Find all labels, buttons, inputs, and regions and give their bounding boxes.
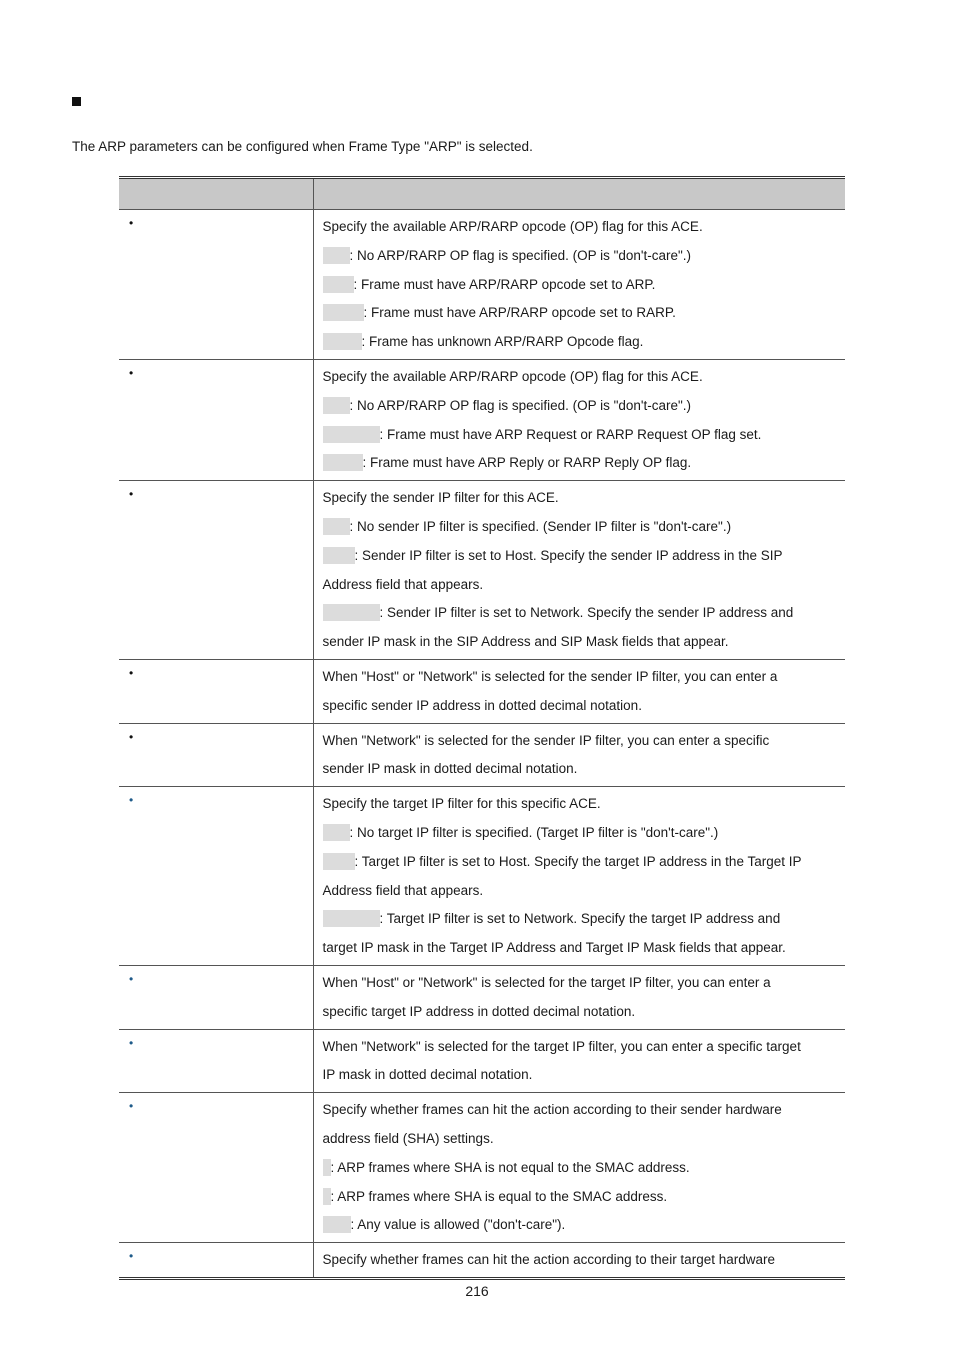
option-name-placeholder: [323, 454, 363, 471]
description-text: : ARP frames where SHA is not equal to the SMAC address.: [330, 1159, 690, 1175]
table-row: [119, 659, 845, 723]
header-object-cell: [119, 178, 313, 210]
bullet-icon: •: [129, 1249, 134, 1264]
table-header-row: [119, 178, 845, 210]
description-line: [323, 628, 840, 657]
table-row: [119, 787, 845, 966]
table-row: [119, 481, 845, 660]
description-line: [323, 998, 840, 1027]
option-name-placeholder: [323, 1159, 331, 1176]
table-row: [119, 1093, 845, 1243]
description-text: : Frame must have ARP Request or RARP Request OP flag set.: [379, 426, 762, 442]
description-cell: [313, 359, 845, 480]
description-line: [323, 1061, 840, 1090]
bullet-icon: •: [129, 487, 134, 502]
bullet-icon: •: [129, 365, 134, 380]
description-text: : Frame has unknown ARP/RARP Opcode flag.: [361, 334, 644, 350]
description-text: sender IP mask in the SIP Address and SIP Mask fields that appear.: [322, 634, 729, 650]
description-text: : Frame must have ARP/RARP opcode set to RARP.: [363, 305, 676, 321]
header-description-cell: [313, 178, 845, 210]
description-text: : Target IP filter is set to Host. Specify the target IP address in the Target IP: [354, 853, 802, 869]
description-line: [323, 421, 840, 450]
object-cell: [119, 210, 313, 360]
bullet-icon: •: [129, 1099, 134, 1114]
description-text: When "Host" or "Network" is selected for the target IP filter, you can enter a: [322, 974, 771, 990]
description-text: : Target IP filter is set to Network. Specify the target IP address and: [379, 911, 781, 927]
description-line: [323, 392, 840, 421]
description-cell: [313, 1093, 845, 1243]
description-text: specific target IP address in dotted decimal notation.: [322, 1003, 636, 1019]
description-text: When "Network" is selected for the target IP filter, you can enter a specific target: [322, 1038, 801, 1054]
table-row: [119, 1029, 845, 1093]
description-line: [323, 242, 840, 271]
option-name-placeholder: [323, 547, 355, 564]
bullet-icon: •: [129, 729, 134, 744]
object-cell: [119, 481, 313, 660]
description-text: Specify the target IP filter for this specific ACE.: [322, 796, 601, 812]
description-line: [323, 1211, 840, 1240]
description-line: [323, 1096, 840, 1125]
option-name-placeholder: [323, 853, 355, 870]
description-line: [323, 484, 840, 513]
description-text: Specify whether frames can hit the action according to their target hardware: [322, 1252, 775, 1268]
description-line: [323, 790, 840, 819]
description-text: Specify the sender IP filter for this ACE.: [322, 490, 559, 506]
object-cell: [119, 787, 313, 966]
description-text: When "Network" is selected for the sender IP filter, you can enter a specific: [322, 732, 770, 748]
table-row: [119, 723, 845, 787]
description-text: : ARP frames where SHA is equal to the SMAC address.: [330, 1188, 668, 1204]
description-text: : Sender IP filter is set to Network. Specify the sender IP address and: [379, 605, 794, 621]
description-text: sender IP mask in dotted decimal notation.: [322, 761, 578, 777]
object-cell: [119, 359, 313, 480]
description-line: [323, 692, 840, 721]
arp-parameters-table: [119, 176, 845, 1280]
description-line: [323, 271, 840, 300]
description-line: [323, 1246, 840, 1275]
description-text: : No ARP/RARP OP flag is specified. (OP is "don't-care".): [349, 397, 692, 413]
description-cell: [313, 210, 845, 360]
description-text: Specify whether frames can hit the action according to their sender hardware: [322, 1102, 782, 1118]
description-text: : No ARP/RARP OP flag is specified. (OP is "don't-care".): [349, 247, 692, 263]
description-line: [323, 542, 840, 571]
object-cell: [119, 1029, 313, 1093]
object-cell: [119, 723, 313, 787]
option-name-placeholder: [323, 1216, 351, 1233]
table-row: [119, 210, 845, 360]
intro-text: The ARP parameters can be configured when Frame Type "ARP" is selected.: [72, 139, 533, 154]
table-body: [119, 210, 845, 1279]
option-name-placeholder: [323, 604, 380, 621]
table-row: [119, 965, 845, 1029]
description-cell: [313, 1029, 845, 1093]
section-marker-icon: [72, 97, 81, 106]
option-name-placeholder: [323, 1188, 331, 1205]
description-text: : Any value is allowed ("don't-care").: [350, 1217, 566, 1233]
description-line: [323, 969, 840, 998]
description-cell: [313, 481, 845, 660]
description-text: specific sender IP address in dotted decimal notation.: [322, 697, 642, 713]
description-line: [323, 571, 840, 600]
description-line: [323, 363, 840, 392]
description-line: [323, 663, 840, 692]
bullet-icon: •: [129, 793, 134, 808]
description-text: IP mask in dotted decimal notation.: [322, 1067, 533, 1083]
page-number: 216: [465, 1283, 489, 1299]
description-line: [323, 213, 840, 242]
description-line: [323, 819, 840, 848]
description-cell: [313, 1243, 845, 1279]
option-name-placeholder: [323, 824, 350, 841]
description-text: address field (SHA) settings.: [322, 1130, 494, 1146]
bullet-icon: •: [129, 1035, 134, 1050]
object-cell: [119, 965, 313, 1029]
option-name-placeholder: [323, 518, 350, 535]
description-text: : No target IP filter is specified. (Target IP filter is "don't-care".): [349, 824, 719, 840]
description-line: [323, 328, 840, 357]
description-text: : No sender IP filter is specified. (Sender IP filter is "don't-care".): [349, 518, 732, 534]
description-line: [323, 1033, 840, 1062]
table-row: [119, 1243, 845, 1279]
option-name-placeholder: [323, 397, 350, 414]
option-name-placeholder: [323, 247, 350, 264]
bullet-icon: •: [129, 971, 134, 986]
description-line: [323, 599, 840, 628]
description-text: : Sender IP filter is set to Host. Specify the sender IP address in the SIP: [354, 547, 783, 563]
description-text: Address field that appears.: [322, 576, 484, 592]
description-cell: [313, 723, 845, 787]
bullet-icon: •: [129, 665, 134, 680]
option-name-placeholder: [323, 304, 364, 321]
description-line: [323, 513, 840, 542]
bullet-icon: •: [129, 216, 134, 230]
description-text: Specify the available ARP/RARP opcode (OP) flag for this ACE.: [322, 219, 703, 234]
object-cell: [119, 659, 313, 723]
description-line: [323, 1125, 840, 1154]
option-name-placeholder: [323, 426, 380, 443]
description-line: [323, 877, 840, 906]
description-line: [323, 755, 840, 784]
description-text: When "Host" or "Network" is selected for the sender IP filter, you can enter a: [322, 668, 778, 684]
description-text: target IP mask in the Target IP Address and Target IP Mask fields that appear.: [322, 940, 786, 956]
option-name-placeholder: [323, 333, 362, 350]
description-line: [323, 848, 840, 877]
description-text: : Frame must have ARP Reply or RARP Reply OP flag.: [362, 455, 692, 471]
description-line: [323, 905, 840, 934]
description-text: Address field that appears.: [322, 882, 484, 898]
description-text: Specify the available ARP/RARP opcode (OP) flag for this ACE.: [322, 368, 703, 384]
option-name-placeholder: [323, 276, 354, 293]
description-cell: [313, 659, 845, 723]
description-line: [323, 299, 840, 328]
table-row: [119, 359, 845, 480]
object-cell: [119, 1093, 313, 1243]
object-cell: [119, 1243, 313, 1279]
description-line: [323, 727, 840, 756]
description-line: [323, 934, 840, 963]
description-line: [323, 1183, 840, 1212]
description-line: [323, 1154, 840, 1183]
description-cell: [313, 965, 845, 1029]
description-line: [323, 449, 840, 478]
description-cell: [313, 787, 845, 966]
option-name-placeholder: [323, 910, 380, 927]
description-text: : Frame must have ARP/RARP opcode set to ARP.: [353, 276, 656, 292]
